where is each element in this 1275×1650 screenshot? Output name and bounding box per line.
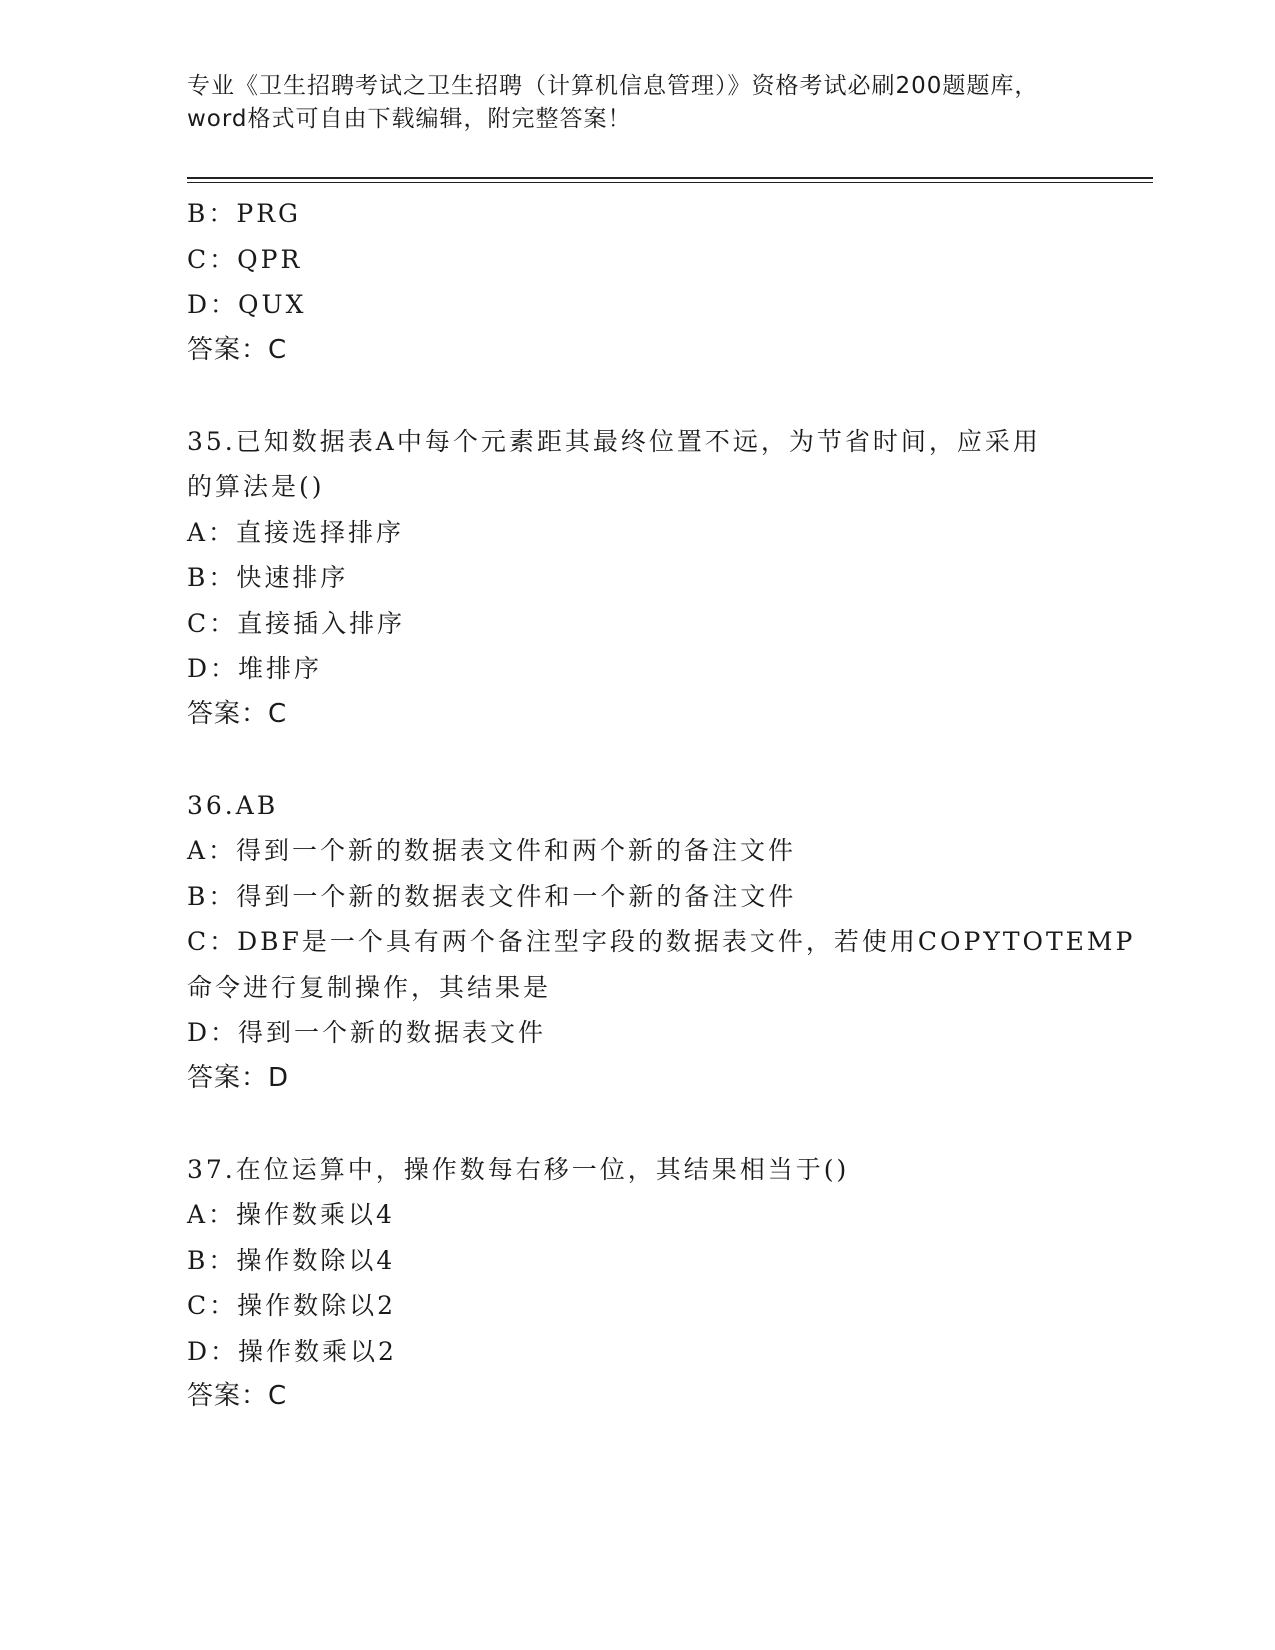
question-stem: 36.AB [187, 790, 279, 820]
option-d: D：得到一个新的数据表文件 [187, 1018, 547, 1047]
option-a: A：操作数乘以4 [187, 1200, 395, 1229]
option-d: D：堆排序 [187, 654, 323, 683]
header-line-1: 专业《卫生招聘考试之卫生招聘（计算机信息管理）》资格考试必刷200题题库， [187, 73, 1039, 99]
answer-line: 答案：C [187, 1381, 288, 1411]
option-d: D：QUX [187, 290, 307, 319]
answer-line: 答案：C [187, 334, 288, 365]
question-34-tail [187, 191, 1087, 373]
question-content [187, 191, 1136, 1420]
option-c-continued: 命令进行复制操作，其结果是 [187, 972, 552, 1002]
spacer [187, 737, 1087, 783]
option-d: D：操作数乘以2 [187, 1336, 397, 1366]
header-line-2: word格式可自由下载编辑，附完整答案！ [187, 106, 632, 132]
question-37 [187, 1147, 1087, 1420]
answer-line: 答案：D [187, 1062, 290, 1093]
spacer [187, 1101, 1087, 1147]
document-header [187, 70, 1087, 136]
option-c: C：直接插入排序 [187, 608, 406, 638]
question-stem: 35.已知数据表A中每个元素距其最终位置不远，为节省时间，应采用 [187, 426, 1041, 456]
option-b: B：PRG [187, 199, 301, 228]
option-b: B：快速排序 [187, 563, 349, 592]
header-divider-thick [187, 177, 1153, 179]
option-b: B：操作数除以4 [187, 1245, 396, 1275]
option-b: B：得到一个新的数据表文件和一个新的备注文件 [187, 881, 797, 911]
option-a: A：得到一个新的数据表文件和两个新的备注文件 [187, 836, 797, 865]
option-c: C：DBF是一个具有两个备注型字段的数据表文件，若使用COPYTOTEMP [187, 927, 1136, 956]
answer-line: 答案：C [187, 698, 288, 729]
option-c: C：QPR [187, 244, 303, 274]
option-a: A：直接选择排序 [187, 517, 405, 547]
header-divider-thin [187, 182, 1153, 183]
question-35 [187, 419, 1087, 738]
question-36 [187, 783, 1136, 1102]
option-c: C：操作数除以2 [187, 1291, 397, 1320]
spacer [187, 373, 1087, 419]
question-stem-continued: 的算法是() [187, 472, 325, 501]
question-stem: 37.在位运算中，操作数每右移一位，其结果相当于() [187, 1154, 850, 1184]
